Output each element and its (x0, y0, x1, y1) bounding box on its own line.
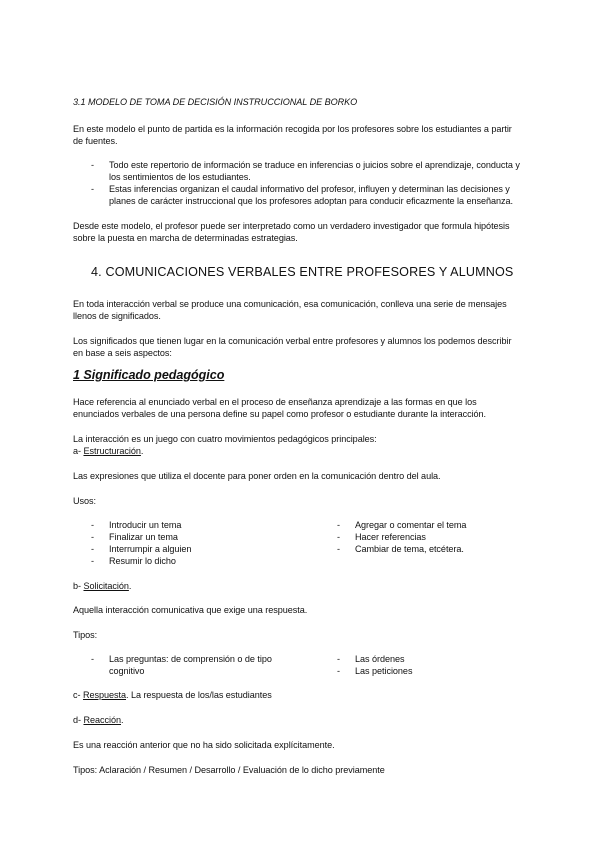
item-c-heading (73, 689, 272, 701)
tipos-right-item: Las órdenes (355, 654, 405, 664)
item-a-period: . (140, 446, 144, 456)
usos-right-item: Cambiar de tema, etcétera. (355, 544, 464, 554)
usos-left-item: Introducir un tema (109, 520, 182, 530)
estructuracion-label: Estructuración (83, 446, 141, 456)
bullet-dash: - (337, 532, 341, 542)
tipos-label: Tipos: (73, 630, 98, 640)
solicitacion-label: Solicitación (83, 581, 129, 591)
section-4-paragraph-2-line-2: en base a seis aspectos: (73, 348, 172, 358)
bullet-dash: - (91, 532, 95, 542)
section-3-1-intro-line-2: de fuentes. (73, 136, 118, 146)
tipos-left-line-1: Las preguntas: de comprensión o de tipo (109, 654, 272, 664)
bullet-dash: - (91, 544, 95, 554)
item-b-prefix: b- (73, 581, 81, 591)
section-3-1-closing-line-2: sobre la puesta en marcha de determinadas estrategias. (73, 233, 298, 243)
usos-right-item: Hacer referencias (355, 532, 426, 542)
bullet-dash: - (91, 556, 95, 566)
bullet-2-line-1: Estas inferencias organizan el caudal informativo del profesor, influyen y determinan las decisiones y (109, 184, 510, 194)
item-d-heading (73, 714, 123, 726)
bullet-dash: - (91, 160, 95, 170)
reaccion-description: Es una reacción anterior que no ha sido solicitada explícitamente. (73, 740, 335, 750)
usos-label: Usos: (73, 496, 96, 506)
interaccion-intro: La interacción es un juego con cuatro movimientos pedagógicos principales: (73, 434, 377, 444)
bullet-dash: - (337, 654, 341, 664)
respuesta-description: . La respuesta de los/las estudiantes (126, 690, 272, 700)
significado-paragraph-line-2: enunciados verbales de una persona define su papel como profesor o estudiante durante la interacción. (73, 409, 487, 419)
section-4-paragraph-2-line-1: Los significados que tienen lugar en la comunicación verbal entre profesores y alumnos los podemos describir (73, 336, 512, 346)
bullet-2-line-2: planes de carácter instruccional que los profesores adoptan para conducir eficazmente la enseñanza. (109, 196, 514, 206)
tipos-left-line-2: cognitivo (109, 666, 145, 676)
item-b-heading (73, 580, 131, 592)
usos-right-item: Agregar o comentar el tema (355, 520, 467, 530)
estructuracion-description: Las expresiones que utiliza el docente para poner orden en la comunicación dentro del aula. (73, 471, 441, 481)
respuesta-label: Respuesta (82, 690, 126, 700)
bullet-1-line-1: Todo este repertorio de información se traduce en inferencias o juicios sobre el aprendizaje, conducta y (109, 160, 520, 170)
tipos-right-item: Las peticiones (355, 666, 413, 676)
bullet-dash: - (91, 520, 95, 530)
item-a-prefix: a- (73, 446, 81, 456)
item-c-prefix: c- (73, 690, 81, 700)
section-3-1-closing-line-1: Desde este modelo, el profesor puede ser interpretado como un verdadero investigador que formula hipótesis (73, 221, 510, 231)
section-4-paragraph-1-line-1: En toda interacción verbal se produce una comunicación, esa comunicación, conlleva una serie de mensajes (73, 299, 507, 309)
usos-left-item: Interrumpir a alguien (109, 544, 192, 554)
section-3-1-intro-line-1: En este modelo el punto de partida es la información recogida por los profesores sobre los estudiantes a partir (73, 124, 512, 134)
item-d-prefix: d- (73, 715, 81, 725)
bullet-dash: - (337, 520, 341, 530)
section-3-1-title: 3.1 MODELO DE TOMA DE DECISIÓN INSTRUCCIONAL DE BORKO (73, 97, 358, 107)
reaccion-label: Reacción (83, 715, 121, 725)
bullet-1-line-2: los sentimientos de los estudiantes. (109, 172, 251, 182)
usos-left-item: Finalizar un tema (109, 532, 178, 542)
significado-paragraph-line-1: Hace referencia al enunciado verbal en el proceso de enseñanza aprendizaje a las formas en que los (73, 397, 477, 407)
section-4-title: 4. COMUNICACIONES VERBALES ENTRE PROFESORES Y ALUMNOS (91, 265, 514, 279)
reaccion-tipos: Tipos: Aclaración / Resumen / Desarrollo / Evaluación de lo dicho previamente (73, 765, 385, 775)
usos-left-item: Resumir lo dicho (109, 556, 176, 566)
item-d-period: . (121, 715, 124, 725)
bullet-dash: - (337, 666, 341, 676)
item-b-period: . (128, 581, 132, 591)
section-4-paragraph-1-line-2: llenos de significados. (73, 311, 161, 321)
item-a-heading (73, 445, 143, 457)
significado-pedagogico-title: 1 Significado pedagógico (73, 368, 225, 382)
bullet-dash: - (91, 654, 95, 664)
solicitacion-description: Aquella interacción comunicativa que exige una respuesta. (73, 605, 308, 615)
bullet-dash: - (337, 544, 341, 554)
bullet-dash: - (91, 184, 95, 194)
